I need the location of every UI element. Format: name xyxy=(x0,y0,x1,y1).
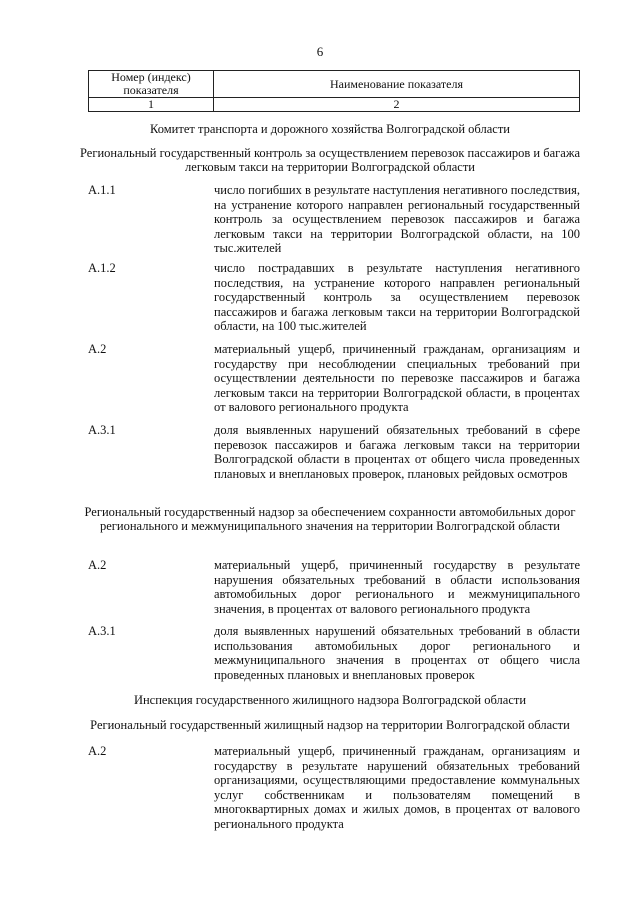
indicator-code: А.3.1 xyxy=(88,624,116,638)
indicator-code: А.2 xyxy=(88,342,107,356)
section-heading-taxi-control: Региональный государственный контроль за осуществлением перевозок пассажиров и багажа легковым такси на территории Волгоградской области xyxy=(80,146,581,174)
indicator-code: А.1.2 xyxy=(88,261,116,275)
indicator-code: А.2 xyxy=(88,558,107,572)
indicator-code: А.1.1 xyxy=(88,183,116,197)
page-number: 6 xyxy=(316,44,324,59)
section-heading-roads-supervision: Региональный государственный надзор за обеспечением сохранности автомобильных дорог регионального и межмуниципального значения на территории Волгоградской области xyxy=(84,505,576,533)
indicator-text: доля выявленных нарушений обязательных требований в сфере перевозок пассажиров и багажа легковым такси на территории Волгоградской области в процентах от общего числа проведенных плановых и внеплановых проверок, плановых рейдовых осмотров xyxy=(214,423,580,481)
indicator-text: число погибших в результате наступления негативного последствия, на устранение которого направлен региональный государственный контроль за осуществлением перевозок пассажиров и багажа легковым такси на территории Волгоградской области, на 100 тыс.жителей xyxy=(214,183,580,256)
header-col1-title: Номер (индекс) показателя xyxy=(89,71,214,98)
indicator-code: А.2 xyxy=(88,744,107,758)
section-heading-housing-supervision: Региональный государственный жилищный надзор на территории Волгоградской области xyxy=(90,718,570,732)
header-col2-number: 2 xyxy=(214,98,580,112)
indicator-text: число пострадавших в результате наступления негативного последствия, на устранение которого направлен региональный государственный контроль за осуществлением перевозок пассажиров и багажа легковым такси на территории Волгоградской области, на 100 тыс.жителей xyxy=(214,261,580,334)
section-heading-housing-inspection: Инспекция государственного жилищного надзора Волгоградской области xyxy=(133,693,527,707)
header-table xyxy=(88,70,580,112)
indicator-text: доля выявленных нарушений обязательных требований в области использования автомобильных дорог регионального и межмуниципального значения в процентах от общего числа проведенных плановых и внеплановых проверок xyxy=(214,624,580,682)
indicator-text: материальный ущерб, причиненный государству в результате нарушения обязательных требований в области использования автомобильных дорог регионального и межмуниципального значения, в процентах от валового регионального продукта xyxy=(214,558,580,616)
header-col2-title: Наименование показателя xyxy=(214,71,580,98)
header-col1-number: 1 xyxy=(89,98,214,112)
section-heading-transport-committee: Комитет транспорта и дорожного хозяйства Волгоградской области xyxy=(150,122,510,136)
indicator-text: материальный ущерб, причиненный гражданам, организациям и государству при несоблюдении специальных требований при осуществлении деятельности по перевозке пассажиров и багажа легковым такси на территории Волгоградской области, в процентах от валового регионального продукта xyxy=(214,342,580,415)
indicator-code: А.3.1 xyxy=(88,423,116,437)
indicator-text: материальный ущерб, причиненный гражданам, организациям и государству в результате нарушений обязательных требований организациями, осуществляющими предоставление коммунальных услуг собственникам и пользователям помещений в многоквартирных домах и жилых домов, в процентах от валового регионального продукта xyxy=(214,744,580,831)
